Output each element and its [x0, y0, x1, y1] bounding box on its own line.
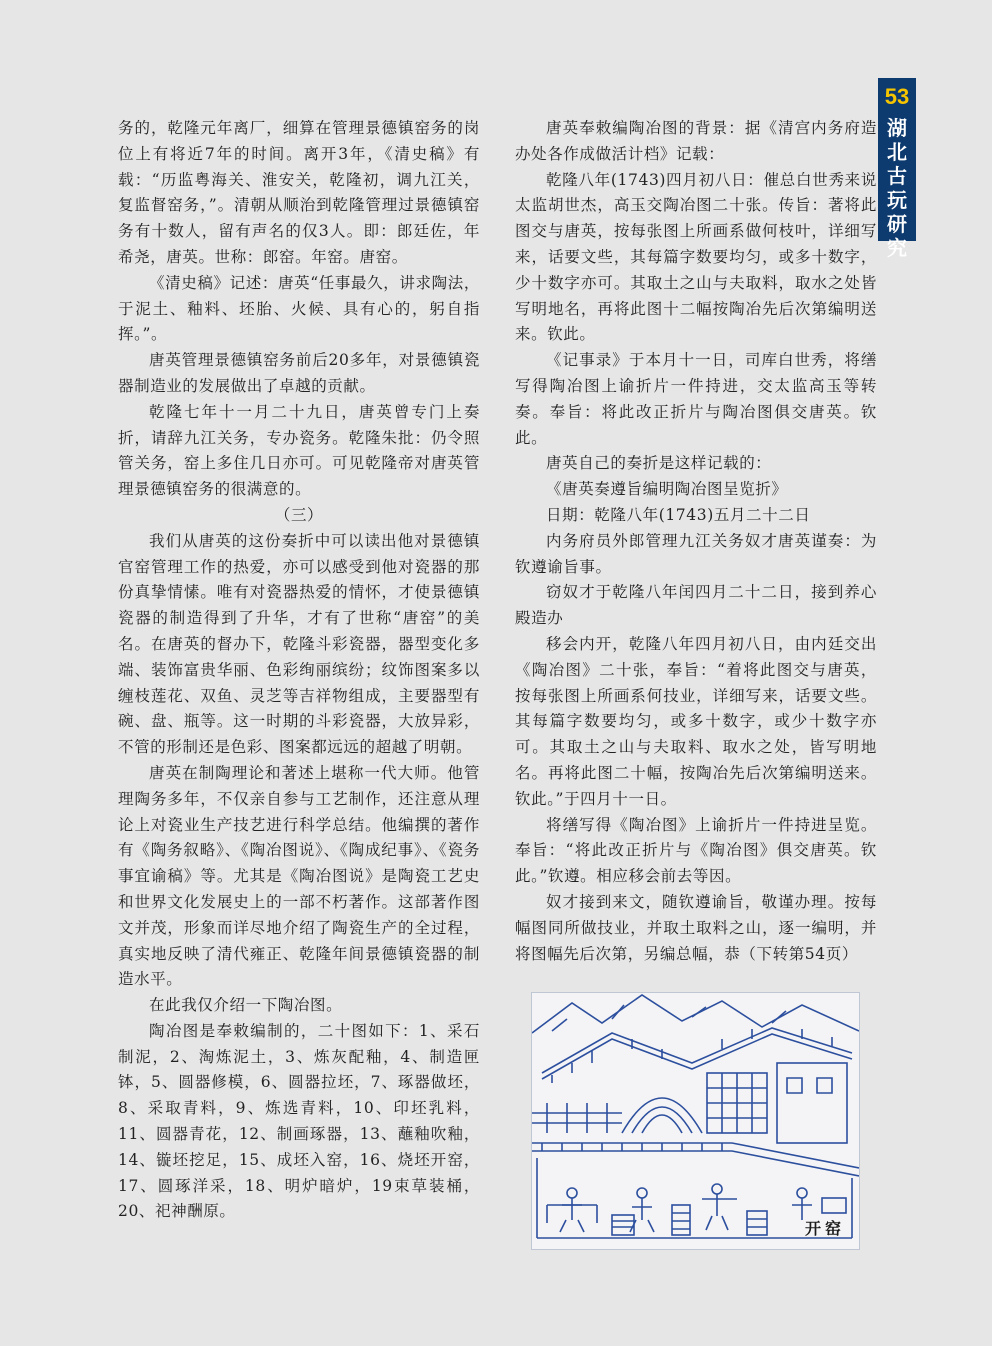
paragraph: 移会内开，乾隆八年四月初八日，由内廷交出《陶冶图》二十张，奉旨：“着将此图交与唐英，按每张图上所画系何技业，详细写来，话要文些。其每篇字数要均匀，或多十数字，或少十数字亦可。其取土之山与夫取料、取水之处，皆写明地名。再将此图二十幅，按陶冶先后次第编明送来。钦此。”于四月十一日。 — [515, 634, 877, 808]
paragraph: 将缮写得《陶冶图》上谕折片一件持进呈览。奉旨：“将此改正折片与《陶冶图》俱交唐英。钦此。”钦遵。相应移会前去等因。 — [515, 815, 877, 886]
paragraph: 在此我仅介绍一下陶冶图。 — [149, 996, 343, 1015]
magazine-title-char: 研 — [887, 212, 907, 236]
paragraph: 务的，乾隆元年离厂，细算在管理景德镇窑务的岗位上有将近7年的时间。离开3年，《清史稿》有载：“历监粤海关、淮安关，乾隆初，调九江关，复监督窑务，”。清朝从顺治到乾隆管理过景德镇窑务有十数人，留有声名的仅3人。即：郎廷佐，年希尧，唐英。世称：郎窑。年窑。唐窑。 — [118, 119, 480, 266]
paragraph: 我们从唐英的这份奏折中可以读出他对景德镇官窑管理工作的热爱，亦可以感受到他对瓷器的那份真挚情愫。唯有对瓷器热爱的情怀，才使景德镇瓷器的制造得到了升华，才有了世称“唐窑”的美名。在唐英的督办下，乾隆斗彩瓷器，器型变化多端、装饰富贵华丽、色彩绚丽缤纷；纹饰图案多以缠枝莲花、双鱼、灵芝等吉祥物组成，主要器型有碗、盘、瓶等。这一时期的斗彩瓷器，大放异彩，不管的形制还是色彩、图案都远远的超越了明朝。 — [118, 531, 480, 757]
paragraph: 窃奴才于乾隆八年闰四月二十二日，接到养心殿造办 — [515, 583, 877, 628]
paragraph: 唐英奉敕编陶冶图的背景：据《清宫内务府造办处各作成做活计档》记载： — [515, 119, 877, 163]
paragraph: 日期：乾隆八年(1743)五月二十二日 — [546, 505, 811, 524]
page-number: 53 — [884, 84, 910, 109]
paragraph: 奴才接到来文，随钦遵谕旨，敬谨办理。按每幅图同所做技业，并取土取料之山，逐一编明，并将图幅先后次第，另编总幅，恭（下转第54页） — [515, 892, 877, 963]
blue-white-painting-icon — [532, 993, 859, 1249]
magazine-title — [878, 116, 916, 260]
paragraph: 内务府员外郎管理九江关务奴才唐英谨奏：为钦遵谕旨事。 — [515, 531, 877, 576]
magazine-title-char: 北 — [887, 140, 907, 164]
paragraph: 陶冶图是奉敕编制的，二十图如下：1、采石制泥，2、淘炼泥土，3、炼灰配釉，4、制造匣钵，5、圆器修模，6、圆器拉坯，7、琢器做坯，8、采取青料，9、炼选青料，10、印坯乳料，11、圆器青花，12、制画琢器，13、蘸釉吹釉，14、镟坯挖足，15、成坯入窑，16、烧坯开窑，17、圆琢洋采，18、明炉暗炉，19束草装桶，20、祀神酬原。 — [118, 1021, 480, 1221]
paragraph: 唐英自己的奏折是这样记载的： — [546, 454, 772, 473]
section-heading: （三） — [274, 505, 324, 524]
right-column — [515, 116, 877, 967]
paragraph: 乾隆七年十一月二十九日，唐英曾专门上奏折，请辞九江关务，专办瓷务。乾隆朱批：仍令照管关务，窑上多住几日亦可。可见乾隆帝对唐英管理景德镇窑务的很满意的。 — [118, 402, 480, 499]
magazine-title-char: 湖 — [887, 116, 907, 140]
paragraph: 唐英在制陶理论和著述上堪称一代大师。他管理陶务多年，不仅亲自参与工艺制作，还注意从理论上对瓷业生产技艺进行科学总结。他编撰的著作有《陶务叙略》、《陶冶图说》、《陶成纪事》、《瓷务事宜谕稿》等。尤其是《陶冶图说》是陶瓷工艺史和世界文化发展史上的一部不朽著作。这部著作图文并茂，形象而详尽地介绍了陶瓷生产的全过程，真实地反映了清代雍正、乾隆年间景德镇瓷器的制造水平。 — [118, 763, 480, 989]
paragraph: 《清史稿》记述：唐英“任事最久，讲求陶法，于泥土、釉料、坯胎、火候、具有心的，躬自指挥。”。 — [118, 273, 480, 344]
magazine-title-char: 古 — [887, 164, 907, 188]
paragraph: 乾隆八年(1743)四月初八日：催总白世秀来说太监胡世杰，高玉交陶冶图二十张。传旨：著将此图交与唐英，按每张图上所画系做何枝叶，详细写来，话要文些，其每篇字数要均匀，或多十数字，少十数字亦可。其取土之山与夫取料，取水之处皆写明地名，再将此图十二幅按陶冶先后次第编明送来。钦此。 — [515, 170, 877, 344]
magazine-title-char: 究 — [887, 236, 907, 260]
paragraph: 《记事录》于本月十一日，司库白世秀，将缮写得陶冶图上谕折片一件持进，交太监高玉等转奏。奉旨：将此改正折片与陶冶图俱交唐英。钦此。 — [515, 351, 877, 447]
left-column — [118, 116, 480, 1225]
paragraph: 唐英管理景德镇窑务前后20多年，对景德镇瓷器制造业的发展做出了卓越的贡献。 — [118, 351, 480, 395]
magazine-title-char: 玩 — [887, 188, 907, 212]
section-tab — [878, 78, 916, 260]
paragraph: 《唐英奏遵旨编明陶冶图呈览折》 — [546, 480, 788, 499]
kiln-illustration — [531, 992, 860, 1250]
illustration-caption: 开窑 — [804, 1219, 845, 1238]
